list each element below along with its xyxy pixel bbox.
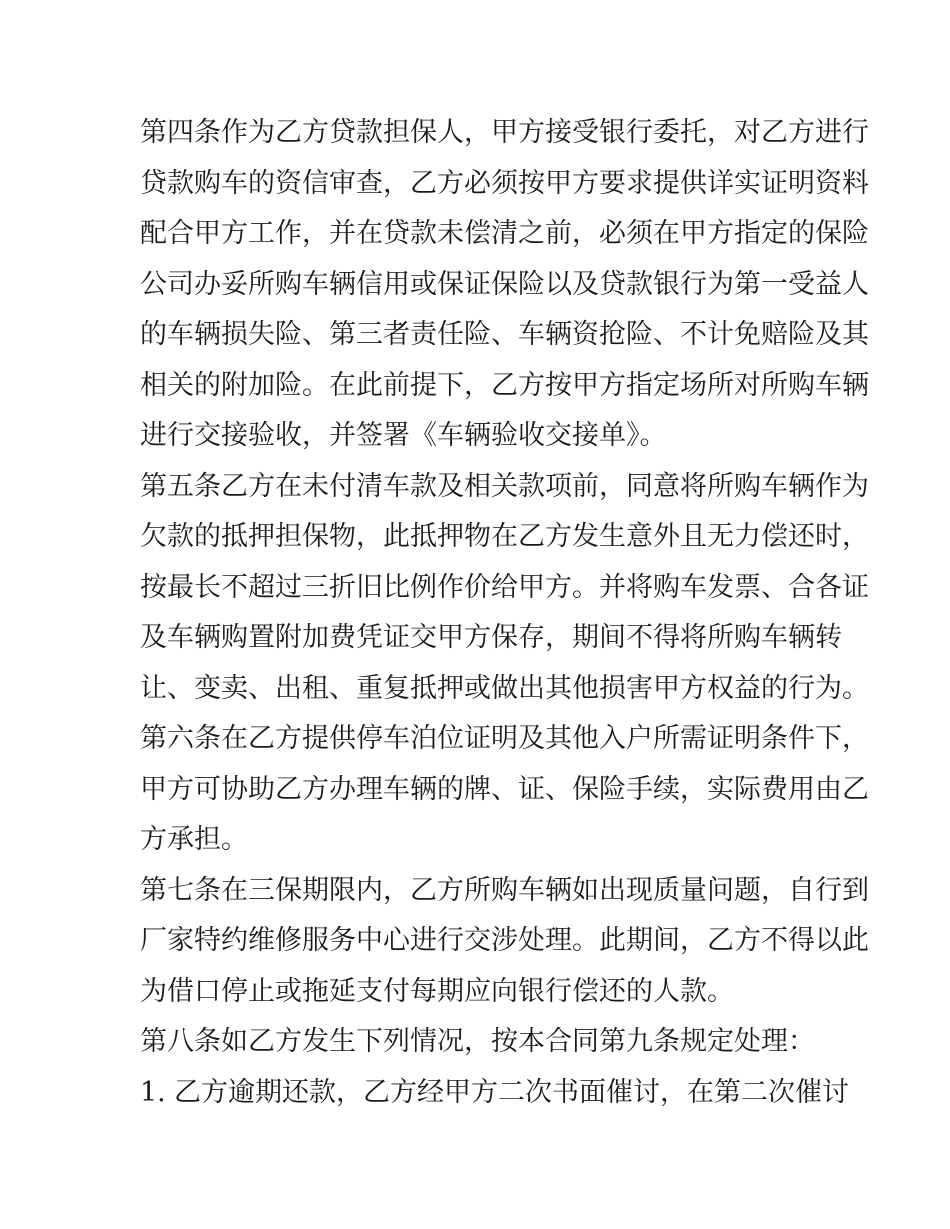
- list-number: 1.: [140, 1076, 166, 1108]
- text-line: 进行交接验收，并签署《车辆验收交接单》。: [140, 420, 667, 451]
- text-line: 相关的附加险。在此前提下，乙方按甲方指定场所对所购车辆: [140, 369, 869, 401]
- text-line: 第五条乙方在未付清车款及相关款项前，同意将所购车辆作为: [140, 470, 869, 502]
- contract-body: [140, 108, 869, 1118]
- text-line: 第四条作为乙方贷款担保人，甲方接受银行委托，对乙方进行: [140, 117, 869, 148]
- text-line: 按最长不超过三折旧比例作价给甲方。并将购车发票、合各证: [140, 571, 869, 603]
- text-line: 第七条在三保期限内，乙方所购车辆如出现质量问题，自行到: [140, 874, 869, 906]
- list-item: [140, 1068, 849, 1119]
- text-line: 让、变卖、出租、重复抵押或做出其他损害甲方权益的行为。: [140, 672, 869, 704]
- text-line: 厂家特约维修服务中心进行交涉处理。此期间，乙方不得以此: [140, 925, 869, 956]
- text-line: 为借口停止或拖延支付每期应向银行偿还的人款。: [140, 975, 734, 1007]
- text-line: 及车辆购置附加费凭证交甲方保存，期间不得将所购车辆转: [140, 622, 842, 653]
- text-line: 甲方可协助乙方办理车辆的牌、证、保险手续，实际费用由乙: [140, 773, 869, 805]
- text-line: 配合甲方工作，并在贷款未偿清之前，必须在甲方指定的保险: [140, 218, 869, 249]
- text-line: 的车辆损失险、第三者责任险、车辆资抢险、不计免赔险及其: [140, 319, 869, 350]
- text-line: 公司办妥所购车辆信用或保证保险以及贷款银行为第一受益人: [140, 268, 869, 300]
- text-line: 欠款的抵押担保物，此抵押物在乙方发生意外且无力偿还时，: [140, 521, 869, 552]
- text-line: 贷款购车的资信审查，乙方必须按甲方要求提供详实证明资料: [140, 167, 869, 199]
- list-item-text: 乙方逾期还款，乙方经甲方二次书面催讨，在第二次催讨: [174, 1076, 849, 1108]
- text-line: 第八条如乙方发生下列情况，按本合同第九条规定处理：: [140, 1026, 815, 1057]
- text-line: 第六条在乙方提供停车泊位证明及其他入户所需证明条件下，: [140, 723, 869, 754]
- text-line: 方承担。: [140, 824, 248, 855]
